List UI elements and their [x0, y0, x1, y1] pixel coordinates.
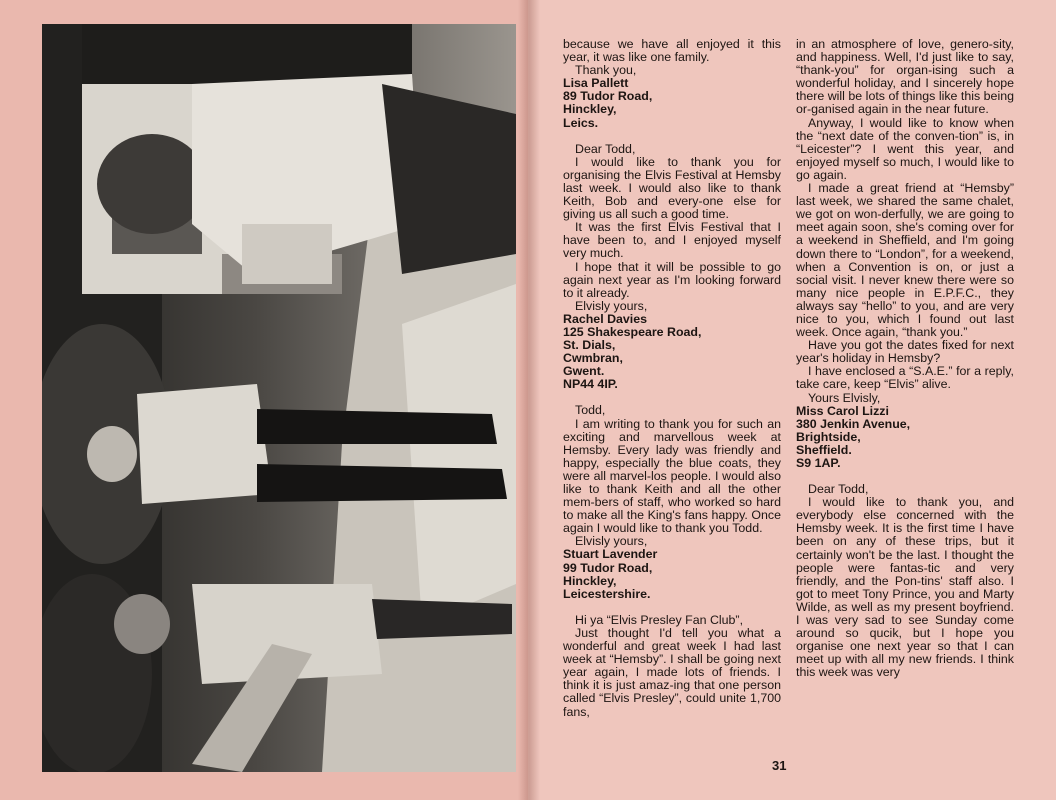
- sender-address-line: Cwmbran,: [563, 351, 623, 366]
- sender-address-line: S9 1AP.: [796, 456, 841, 470]
- sender-address-line: Hinckley,: [563, 102, 617, 117]
- letter-signoff: Elvisly yours,: [575, 534, 648, 549]
- sender-address-line: NP44 4IP.: [563, 377, 618, 392]
- letter-paragraph: because we have all enjoyed it this year, it was like one family.: [563, 37, 781, 65]
- sender-address-line: Hinckley,: [563, 573, 617, 588]
- sender-address-line: Sheffield.: [796, 442, 852, 457]
- sender-address-line: 89 Tudor Road,: [563, 89, 653, 104]
- letter-paragraph: Just thought I'd tell you what a wonderful and great week I had last week at “Hemsby”. I shall be going next year again, I made lots of friends. I think it is just amaz-ing that one person called “Elvis Presley”, could unite 1,700 fans,: [563, 625, 781, 719]
- letter-signoff: Thank you,: [575, 63, 637, 78]
- letter-salutation: Dear Todd,: [808, 482, 869, 497]
- sender-address-line: Leicestershire.: [563, 586, 651, 601]
- text-column-left: [563, 38, 781, 719]
- page-gutter: [518, 0, 540, 800]
- sender-address-line: Brightside,: [796, 429, 861, 444]
- letter-paragraph: It was the first Elvis Festival that I have been to, and I enjoyed myself very much.: [563, 220, 781, 261]
- sender-address-line: 99 Tudor Road,: [563, 560, 653, 575]
- letter-paragraph: Have you got the dates fixed for next year's holiday in Hemsby?: [796, 338, 1014, 366]
- letter-paragraph: I have enclosed a “S.A.E.” for a reply, take care, keep “Elvis” alive.: [796, 364, 1014, 392]
- letter-paragraph: Anyway, I would like to know when the “next date of the conven-tion” is, in “Leicester”? I went this year, and enjoyed myself so much, I would like to go again.: [796, 115, 1014, 182]
- letter-paragraph: I hope that it will be possible to go again next year as I'm looking forward to it already.: [563, 259, 781, 300]
- letter-signoff: Yours Elvisly,: [808, 390, 881, 405]
- sender-name: Stuart Lavender: [563, 547, 658, 562]
- letter-paragraph: I would like to thank you for organising the Elvis Festival at Hemsby last week. I would also like to thank Keith, Bob and every-one else for giving us all such a good time.: [563, 154, 781, 222]
- letter-salutation: Hi ya “Elvis Presley Fan Club”,: [575, 612, 744, 627]
- letter-paragraph: in an atmosphere of love, genero-sity, and happiness. Well, I'd just like to say, “thank-you” for organ-ising such a wonderful holiday, and I sincerely hope there will be lots of things like this being or-ganised again in the near future.: [796, 37, 1014, 117]
- letter-paragraph: I made a great friend at “Hemsby” last week, we shared the same chalet, we got on won-derfully, we are going to meet again soon, she's coming over for a weekend in Sheffield, and I'm going down there to “London”, for a weekend, when a Convention is on, or just a social visit. I never knew there were so many nice people in E.P.F.C., they always say “hello” to you, and are very nice to you, which I found out last week. Once again, “thank you.”: [796, 181, 1014, 340]
- photo-icon: [42, 24, 516, 772]
- sender-name: Miss Carol Lizzi: [796, 403, 889, 418]
- sender-address-line: St. Dials,: [563, 338, 616, 353]
- letter-paragraph: I would like to thank you, and everybody else concerned with the Hemsby week. It is the first time I have been on any of these trips, but it certainly won't be the last. I thought the people were fantas-tic and very friendly, and the Pon-tins' staff also. I got to meet Tony Prince, you and Marty Wilde, as well as my present boyfriend. I was very sad to see Sunday come around so qucik, but I hope you organise one next year so that I can meet up with all my new friends. I think this week was very: [796, 495, 1014, 680]
- letter-salutation: Dear Todd,: [575, 141, 636, 156]
- text-column-right: [796, 38, 1014, 680]
- letter-signoff: Elvisly yours,: [575, 298, 648, 313]
- sender-address-line: 380 Jenkin Avenue,: [796, 416, 911, 431]
- letter-paragraph: I am writing to thank you for such an exciting and marvellous week at Hemsby. Every lady was friendly and happy, especially the blue coats, they were all marvel-los people. I would also like to thank Keith and all the other mem-bers of staff, who worked so hard to make all the King's fans happy. Once again I would like to thank you Todd.: [563, 416, 781, 536]
- sender-name: Lisa Pallett: [563, 76, 629, 91]
- sender-address-line: Gwent.: [563, 364, 605, 379]
- sender-name: Rachel Davies: [563, 311, 648, 326]
- sender-address-line: 125 Shakespeare Road,: [563, 324, 702, 339]
- letter-salutation: Todd,: [575, 403, 606, 418]
- sender-address-line: Leics.: [563, 115, 599, 130]
- page-number: 31: [772, 758, 787, 773]
- black-white-photo: [42, 24, 516, 772]
